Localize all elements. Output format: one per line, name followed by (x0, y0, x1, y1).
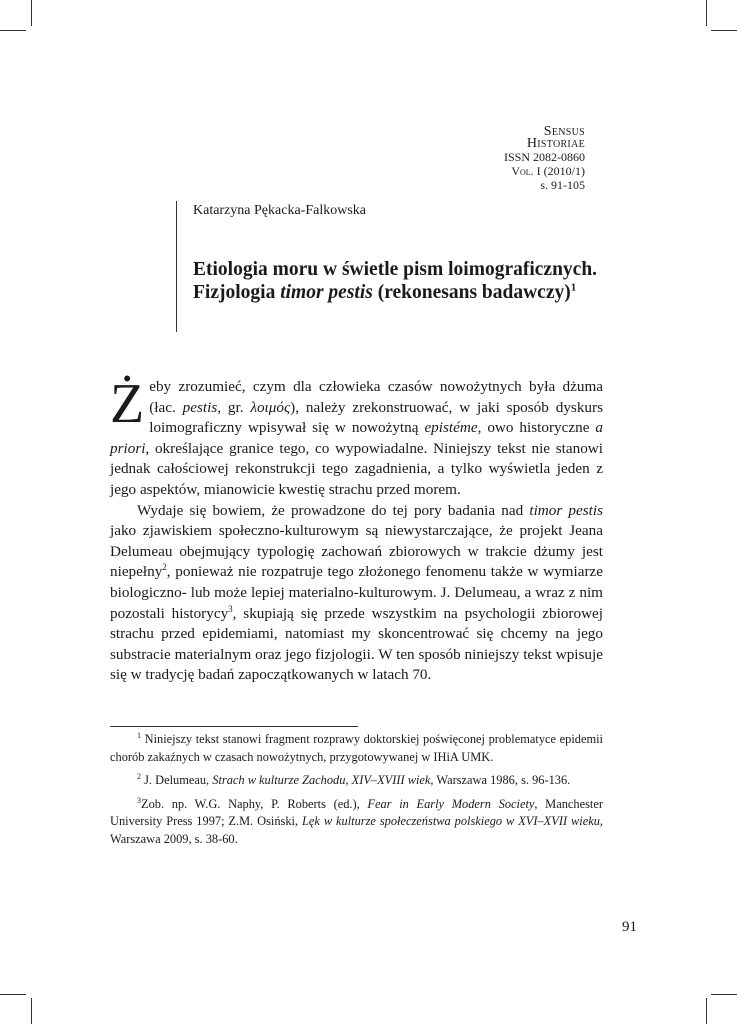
article-title: Etiologia moru w świetle pism loimograficznych. Fizjologia timor pestis (rekonesans badawczy)$^1$ (193, 259, 598, 303)
page-number: 91 (622, 919, 637, 935)
drop-cap: Ż (110, 373, 145, 435)
footnote-ref[interactable]: 3 (228, 603, 233, 614)
paragraph: Żeby zrozumieć, czym dla człowieka czasów nowożytnych była dżuma (łac. pestis, gr. λοιμός), należy zrekonstruować, w jaki sposób dyskurs loimograficzny wpisywał się w nowożytną epistéme, owo historyczne a priori, określające granice tego, co wypowiadalne. Niniejszy tekst nie stanowi jednak całościowej rekonstrukcji tego zagadnienia, a tylko wyświetla jeden z jego aspektów, mianowicie kwestię strachu przed morem. (110, 373, 603, 498)
footnotes (110, 731, 603, 854)
paragraph: Wydaje się bowiem, że prowadzone do tej pory badania nad timor pestis jako zjawiskiem społeczno-kulturowym są niewystarczające, że projekt Jeana Delumeau obejmujący typologię zachowań zbiorowych w trakcie dżumy jest niepełny$^2$, ponieważ nie rozpatruje tego złożonego fenomenu także w wymiarze biologiczno- lub może lepiej materialno-kulturowym. J. Delumeau, a wraz z nim pozostali historycy$^3$, skupiają się przede wszystkim na psychologii zbiorowej strachu przed epidemiami, natomiast my skoncentrować się chcemy na jego substracie materialnym oraz jego fizjologii. W ten sposób niniejszy tekst wpisuje się w tradycję badań zapoczątkowanych w latach 70. (110, 501, 603, 684)
journal-pages: s. 91-105 (540, 178, 585, 192)
author-rule (176, 201, 177, 332)
footnote-ref[interactable]: 1 (570, 281, 577, 294)
journal-name-line1: Sensus (543, 124, 585, 139)
journal-header (504, 126, 585, 192)
footnote: $^1$ Niniejszy tekst stanowi fragment rozprawy doktorskiej poświęconej problematyce epidemii chorób zakaźnych w czasach nowożytnych, przygotowywanej w IHiA UMK. (110, 730, 603, 764)
journal-name-line2: Historiae (526, 136, 585, 151)
footnote-ref[interactable]: 2 (162, 562, 167, 573)
crop-mark (711, 30, 737, 31)
article-author: Katarzyna Pękacka-Falkowska (193, 203, 366, 218)
article-body (110, 373, 603, 686)
crop-mark (0, 30, 26, 31)
crop-mark (31, 998, 32, 1024)
journal-issn: ISSN 2082-0860 (503, 150, 585, 164)
crop-mark (706, 998, 707, 1024)
footnote: $^3$Zob. np. W.G. Naphy, P. Roberts (ed.), Fear in Early Modern Society, Manchester University Press 1997; Z.M. Osiński, Lęk w kulturze społeczeństwa polskiego w XVI–XVII wieku, Warszawa 2009, s. 38-60. (110, 795, 603, 846)
footnote-separator (110, 726, 358, 727)
crop-mark (706, 0, 707, 26)
crop-mark (0, 994, 26, 995)
crop-mark (31, 0, 32, 26)
crop-mark (711, 994, 737, 995)
footnote: $^2$ J. Delumeau, Strach w kulturze Zachodu, XIV–XVIII wiek, Warszawa 1986, s. 96-136. (137, 771, 571, 787)
greek-word: λοιμός (250, 398, 291, 416)
journal-volume: Vol. I (2010/1) (511, 164, 585, 178)
